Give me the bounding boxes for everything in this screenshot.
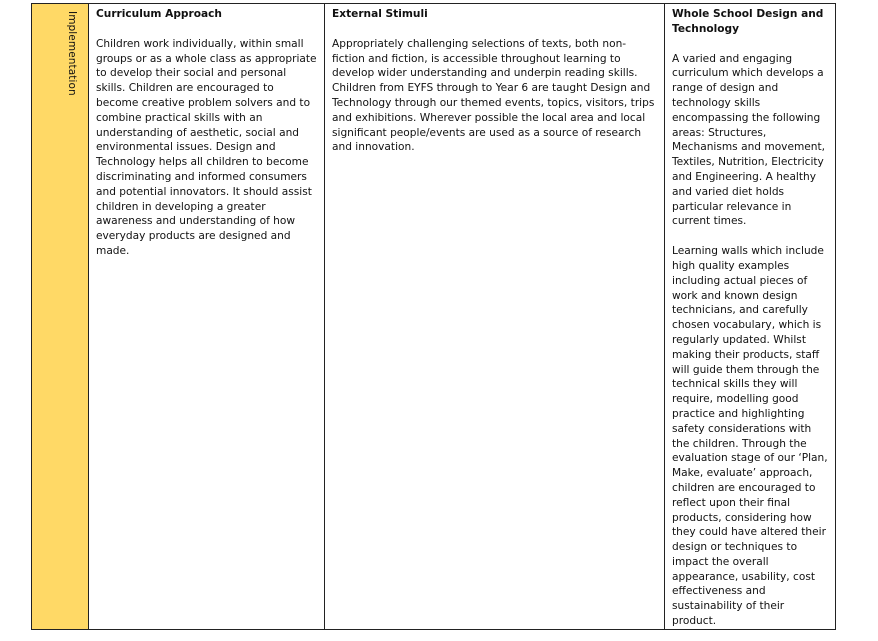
curriculum-approach-cell <box>89 4 325 630</box>
section-side-cell <box>32 4 89 630</box>
column-heading: Whole School Design and Technology <box>672 8 824 35</box>
section-label: Implementation <box>66 11 78 96</box>
implementation-table <box>31 3 836 630</box>
whole-school-dt-cell <box>665 4 836 630</box>
external-stimuli-cell <box>325 4 665 630</box>
paragraph: Children work individually, within small groups or as a whole class as appropriate to develop their social and personal skills. Children are encouraged to become creative problem solvers and to combine practical skills with an understanding of aesthetic, social and environmental issues. Design and Technology helps all children to become discriminating and informed consumers and potential innovators. It should assist children in developing a greater awareness and understanding of how everyday products are designed and made. <box>96 37 317 257</box>
paragraph: Children from EYFS through to Year 6 are taught Design and Technology through our themed events, topics, visitors, trips and exhibitions. Wherever possible the local area and local significant people/events are used as a source of research and innovation. <box>332 82 655 154</box>
column-heading: External Stimuli <box>332 8 428 20</box>
column-heading: Curriculum Approach <box>96 8 222 20</box>
paragraph: Appropriately challenging selections of texts, both non-fiction and fiction, is accessible throughout learning to develop wider understanding and underpin reading skills. <box>332 37 638 80</box>
table-row <box>32 4 836 630</box>
paragraph: A varied and engaging curriculum which develops a range of design and technology skills encompassing the following areas: Structures, Mechanisms and movement, Textiles, Nutrition, Electricity and Engineering. A healthy and varied diet holds particular relevance in current times. <box>672 52 826 228</box>
paragraph: Learning walls which include high quality examples including actual pieces of work and known design technicians, and carefully chosen vocabulary, which is regularly updated. Whilst making their products, staff will guide them through the technical skills they will require, modelling good practice and highlighting safety considerations with the children. Through the evaluation stage of our ‘Plan, Make, evaluate’ approach, children are encouraged to reflect upon their final products, considering how they could have altered their design or techniques to impact the overall appearance, usability, cost effectiveness and sustainability of their product. <box>672 245 828 628</box>
